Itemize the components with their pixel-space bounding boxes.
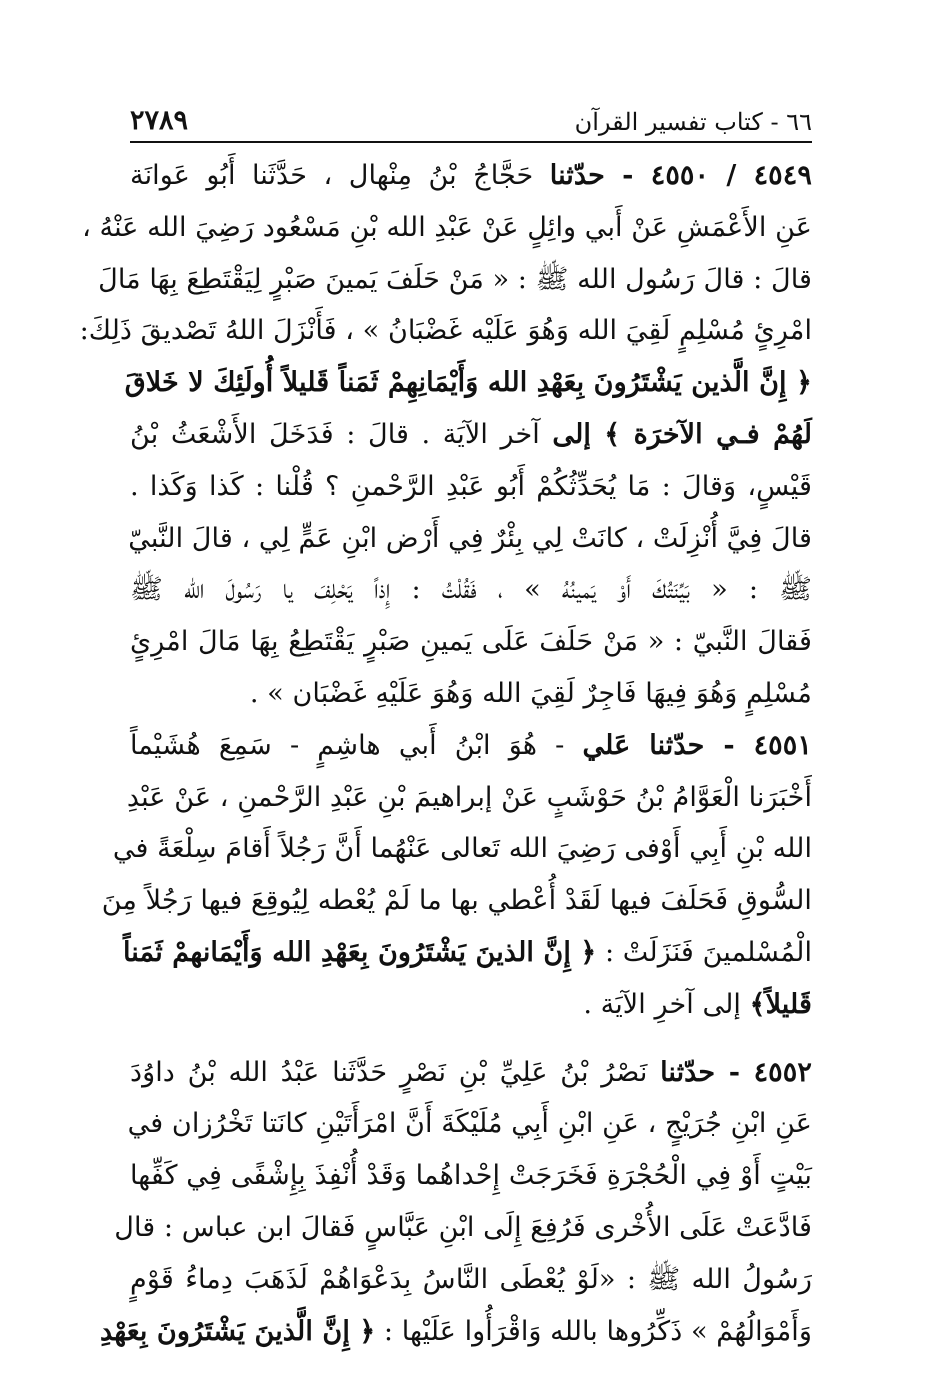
text-line — [122, 927, 812, 979]
page-number: ٢٧٨٩ — [130, 105, 189, 136]
text-segment: نَصْرُ بْنُ عَلِيِّ بْنِ نَصْرٍ حَدَّثَنا عَبْدُ الله بْنُ داوُدَ — [130, 1056, 661, 1088]
text-line — [112, 823, 812, 875]
text-line — [130, 409, 812, 461]
text-line — [130, 1150, 812, 1202]
bold-text-segment: ﴿ إِنَّ الَّذين يَشْتَرُونَ بِعَهْدِ الله وَأَيْمَانِهِمْ ثَمَناً قَليلاً أُولَئِكَ لا خَلاقَ — [124, 366, 812, 399]
chapter-title: ٦٦ - كتاب تفسير القرآن — [574, 108, 812, 136]
text-segment: فَادَّعَتْ عَلَى الأُخْرى فَرُفِعَ إِلَى ابْنِ عَبَّاسٍ فَقالَ ابن عباس : قال — [114, 1211, 812, 1243]
bold-text-segment: ﴿ إِنَّ الذينَ يَشْتَرُونَ بِعَهْدِ الله وَأَيْمَانهمْ ثَمَناً — [122, 935, 597, 968]
text-line — [130, 1254, 812, 1306]
bold-text-segment: قَليلاً﴾ — [749, 987, 812, 1020]
text-line — [82, 202, 812, 254]
text-segment: قَيْسٍ، وَقالَ : مَا يُحَدِّثُكُمْ أَبُو عَبْدِ الرَّحْمنِ ؟ قُلْنا : كَذا وَكَذا . — [130, 470, 812, 502]
running-header — [130, 96, 812, 136]
text-line — [114, 1202, 812, 1254]
text-segment: السُّوقِ فَحَلَفَ فيها لَقَدْ أُعْطي بها ما لَمْ يُعْطه لِيُوقِعَ فيها رَجُلاً مِنَ — [101, 885, 812, 917]
text-line — [130, 668, 812, 720]
text-segment: بَيْتٍ أَوْ فِي الْحُجْرَةِ فَخَرَجَتْ إِحْداهُما وَقَدْ أُنْفِذَ بِإِشْفًى فِي كَفِّها — [130, 1160, 812, 1192]
text-line — [99, 1306, 812, 1358]
text-line — [101, 875, 812, 927]
text-segment: قالَ فِيَّ أُنْزِلَتْ ، كانَتْ لِي بِئْرٌ فِي أَرْض ابْنِ عَمٍّ لِي ، قالَ النَّبيّ — [128, 522, 812, 554]
body-text — [79, 150, 812, 1357]
bold-text-segment: ٤٥٥١ - حدّثنا عَلي — [582, 728, 812, 761]
text-segment: امْرِئٍ مُسْلِمٍ لَقِيَ الله وَهُوَ عَلَيْه غَضْبَانُ » ، فَأَنْزَلَ اللهُ تَصْديقَ ذَلِكَ: — [79, 315, 812, 347]
text-line — [130, 979, 812, 1031]
paragraph-gap — [130, 1031, 812, 1047]
text-line — [98, 254, 812, 306]
text-segment: عَنِ الأَعْمَشِ عَنْ أَبي وائِلٍ عَنْ عَبْدِ الله بْنِ مَسْعُود رَضِيَ الله عَنْهُ ، — [82, 211, 812, 243]
text-segment: حَجَّاجُ بْنُ مِنْهال ، حَدَّثَنا أَبُو عَوانَة — [130, 160, 550, 191]
text-segment: ﷺ : « بَيِّنَتُكَ أَوْ يَمينُهُ » ، فَقُلْتُ : إِذاً يَحْلِفَ يا رَسُولَ الله ﷺ — [130, 574, 812, 606]
text-segment: الله بْنِ أَبِي أَوْفى رَضِيَ الله تَعالى عَنْهُما أَنَّ رَجُلاً أَقامَ سِلْعَةً في — [112, 833, 812, 865]
text-segment: مُسْلِمٍ وَهُوَ فِيهَا فَاجِرٌ لَقِيَ الله وَهُوَ عَلَيْهِ غَضْبَان » . — [249, 677, 812, 709]
bold-text-segment: ٤٥٤٩ / ٤٥٥٠ - حدّثنا — [549, 159, 812, 191]
text-line — [127, 1098, 812, 1150]
text-segment: فَقالَ النَّبيّ : « مَنْ حَلَفَ عَلَى يَمينِ صَبْرٍ يَقْتَطِعُ بِهَا مَالَ امْرِئٍ — [130, 626, 812, 658]
text-segment: الْمُسْلمينَ فَنَزَلَتْ : — [596, 936, 812, 968]
text-segment: - هُوَ ابْنُ أَبي هاشِمٍ - سَمِعَ هُشَيْماً — [130, 729, 583, 761]
text-line — [130, 616, 812, 668]
text-segment: قالَ : قالَ رَسُول الله ﷺ : « مَنْ حَلَفَ يَمينَ صَبْرٍ لِيَقْتَطِعَ بِهَا مَالَ — [98, 263, 812, 295]
text-segment: إلى آخرِ الآيَة . — [583, 988, 750, 1020]
bold-text-segment: ٤٥٥٢ - حدّثنا — [660, 1055, 812, 1088]
text-line — [130, 461, 812, 513]
text-segment: رَسُولُ الله ﷺ : «لَوْ يُعْطَى النَّاسُ بِدَعْوَاهُمْ لَذَهَبَ دِماءُ قَوْمٍ — [130, 1263, 812, 1295]
text-line — [130, 1047, 812, 1099]
text-line — [130, 564, 812, 616]
bold-text-segment: لَهُمْ فـي الآخرَة ﴾ إلى — [552, 417, 812, 450]
header-rule — [130, 141, 812, 143]
bold-text-segment: ﴿ إِنَّ الَّذينَ يَشْتَرُونَ بِعَهْدِ — [99, 1314, 376, 1347]
text-segment: أَخْبَرَنا الْعَوَّامُ بْنُ حَوْشَبٍ عَنْ إبراهيمَ بْنِ عَبْدِ الرَّحْمنِ ، عَنْ عَبْدِ — [126, 781, 812, 813]
text-segment: وَأَمْوَالُهُمْ » ذَكِّرُوها بالله وَاقْرَأُوا عَلَيْها : — [375, 1315, 812, 1347]
text-segment: عَنِ ابْنِ جُرَيْجٍ ، عَنِ ابْنِ أَبِي مُلَيْكَةَ أَنَّ امْرَأَتَيْنِ كانَتا تَخْرُزان في — [127, 1108, 812, 1140]
text-line — [79, 305, 812, 357]
text-segment: آخر الآيَة . قالَ : فَدَخَلَ الأَشْعَثُ بْنُ — [130, 418, 553, 450]
text-line — [124, 357, 812, 409]
text-line — [126, 772, 812, 824]
text-line — [130, 720, 812, 772]
text-line — [130, 150, 812, 202]
text-line — [130, 513, 812, 565]
